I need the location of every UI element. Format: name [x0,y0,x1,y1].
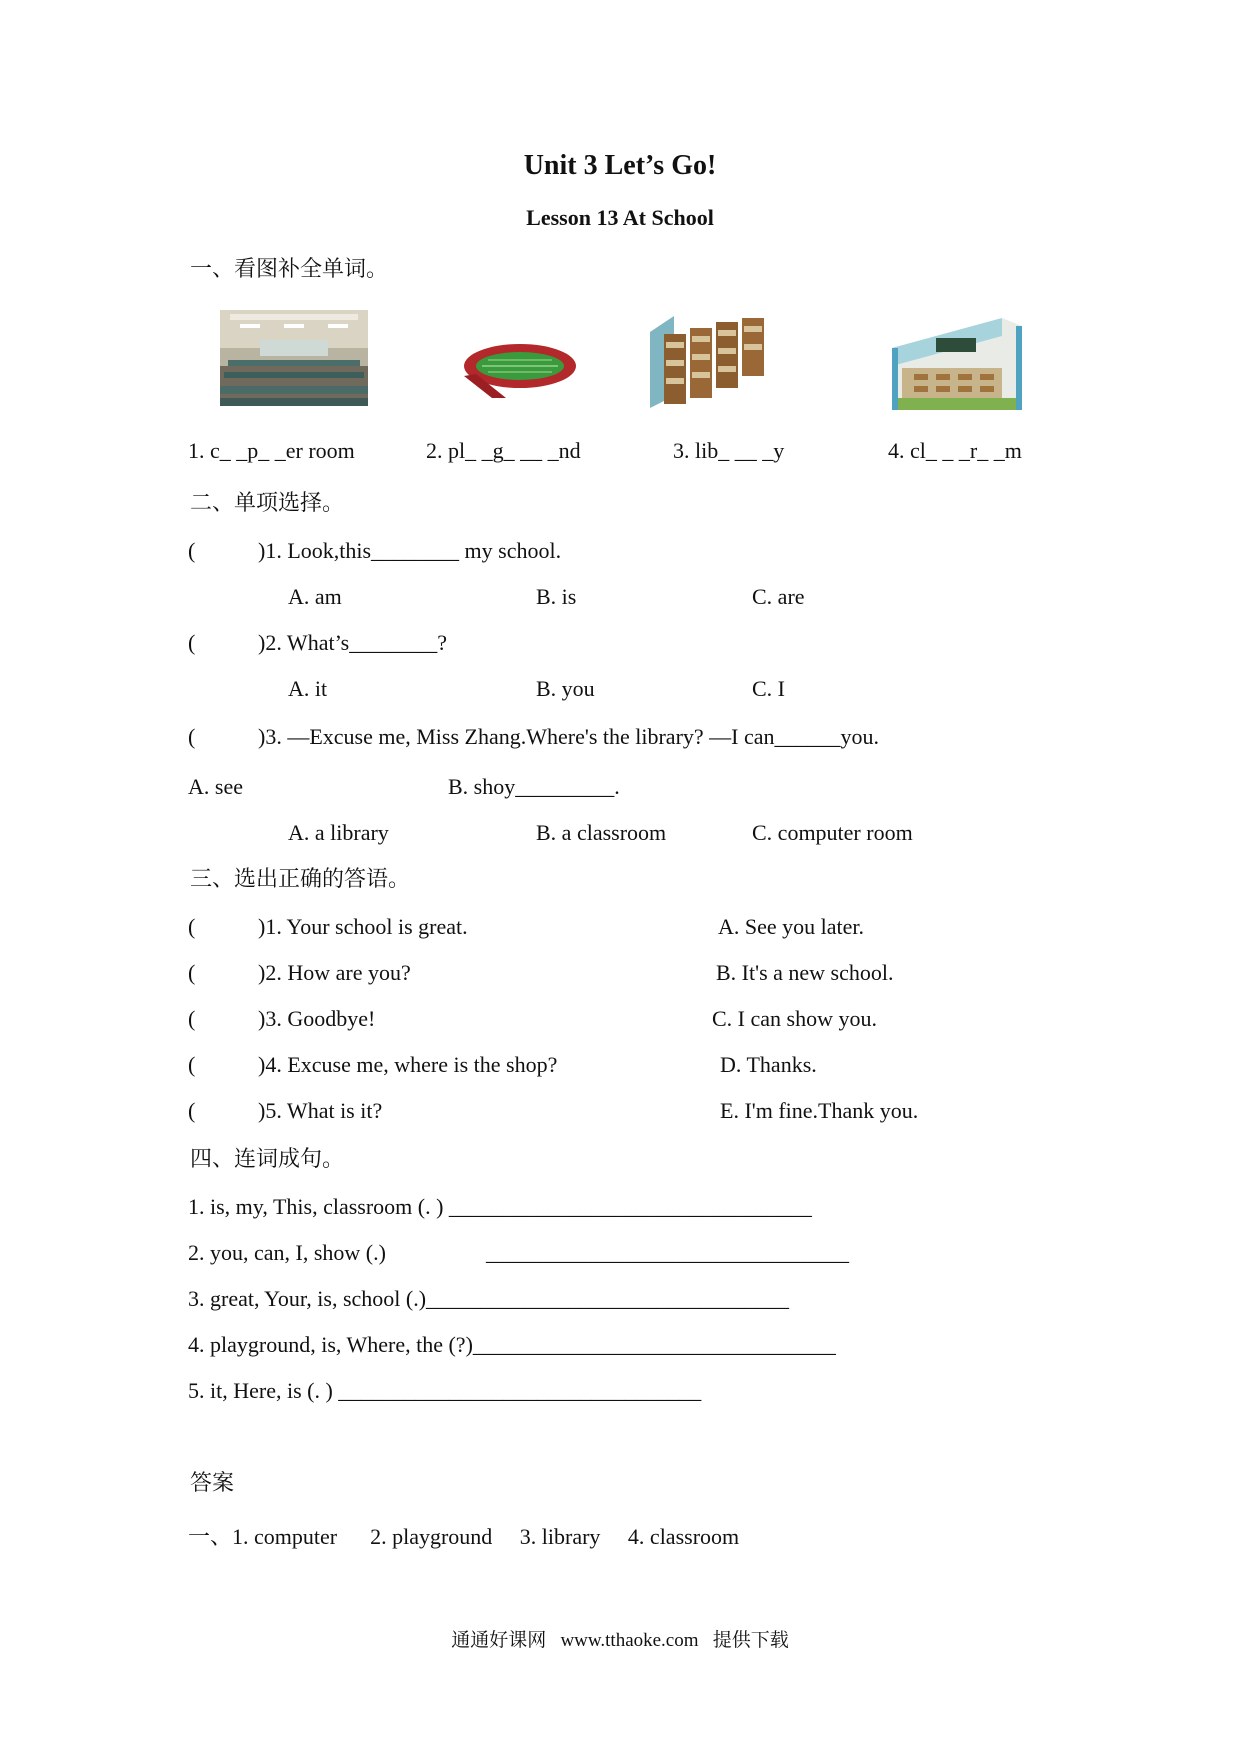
computer-room-image [220,310,368,406]
answer-paren: ( [188,538,196,563]
answer-paren: ( [188,1006,196,1031]
answer-paren: ( [188,724,196,749]
question-3: )3. —Excuse me, Miss Zhang.Where's the library? —I can______you. [258,724,880,749]
answers-line: 一、1. computer 2. playground 3. library 4. classroom [188,1524,740,1549]
option-c: C. I [752,676,785,701]
match-answer: E. I'm fine.Thank you. [720,1098,919,1123]
match-answer: A. See you later. [718,914,865,939]
option-c: C. computer room [752,820,913,845]
section3-heading: 三、选出正确的答语。 [190,867,411,892]
option-a: A. am [288,584,342,609]
sentence-item-1: 1. is, my, This, classroom (. ) _________________________________ [188,1194,812,1219]
word-item-4: 4. cl_ _ _r_ _m [888,438,1022,463]
word-item-1: 1. c_ _p_ _er room [188,438,355,463]
answer-paren: ( [188,914,196,939]
word-item-2: 2. pl_ _g_ __ _nd [426,438,581,463]
question-2: )2. What’s________? [258,630,448,655]
answer-paren: ( [188,630,196,655]
answer-paren: ( [188,1052,196,1077]
match-question: )1. Your school is great. [258,914,468,939]
sentence-item-5: 5. it, Here, is (. ) _________________________________ [188,1378,702,1403]
page-title: Unit 3 Let’s Go! [523,150,717,181]
section4-heading: 四、连词成句。 [190,1147,345,1172]
answer-paren: ( [188,960,196,985]
match-question: )4. Excuse me, where is the shop? [258,1052,558,1077]
word-item-3: 3. lib_ __ _y [673,438,785,463]
sentence-item-4: 4. playground, is, Where, the (?)_________________________________ [188,1332,836,1357]
sentence-item-3: 3. great, Your, is, school (.)_________________________________ [188,1286,790,1311]
footer: 通通好课网 www.tthaoke.com 提供下载 [451,1630,789,1651]
section2-heading: 二、单项选择。 [190,491,345,516]
option-a: A. it [288,676,328,701]
option-a: A. a library [288,820,389,845]
option-b: B. you [536,676,595,701]
page-subtitle: Lesson 13 At School [526,205,714,230]
option-c: C. are [752,584,805,609]
answer-paren: ( [188,1098,196,1123]
playground-image [462,336,580,404]
match-question: )3. Goodbye! [258,1006,376,1031]
option-b: B. is [536,584,577,609]
option-b: B. shoy_________. [448,774,620,799]
match-question: )2. How are you? [258,960,411,985]
option-b: B. a classroom [536,820,667,845]
match-answer: D. Thanks. [720,1052,817,1077]
library-image [650,312,776,408]
question-1: )1. Look,this________ my school. [258,538,562,563]
option-a: A. see [188,774,243,799]
answer-line: _________________________________ [486,1240,849,1265]
match-answer: C. I can show you. [712,1006,877,1031]
match-answer: B. It's a new school. [716,960,894,985]
sentence-item-2: 2. you, can, I, show (.) [188,1240,386,1265]
classroom-image [892,318,1022,414]
section1-heading: 一、看图补全单词。 [190,257,389,282]
match-question: )5. What is it? [258,1098,383,1123]
answers-heading: 答案 [190,1471,235,1496]
